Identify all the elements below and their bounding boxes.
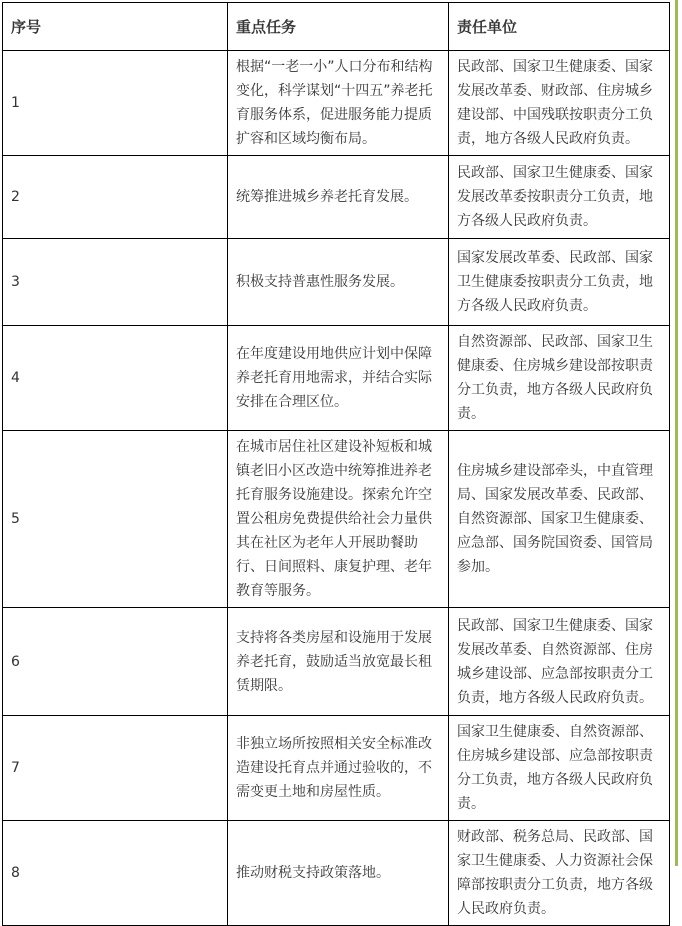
table-row (3, 51, 670, 156)
cell-task: 统筹推进城乡养老托育发展。 (228, 156, 449, 239)
cell-task: 根据“一老一小”人口分布和结构变化，科学谋划“十四五”养老托育服务体系，促进服务能力提质扩容和区域均衡布局。 (228, 51, 449, 156)
cell-no: 6 (3, 608, 228, 716)
col-header-no: 序号 (3, 3, 228, 51)
col-header-task: 重点任务 (228, 3, 449, 51)
cell-unit: 国家卫生健康委、自然资源部、住房城乡建设部、应急部按职责分工负责，地方各级人民政府负责。 (449, 716, 670, 821)
cell-no: 5 (3, 431, 228, 608)
cell-task: 在城市居住社区建设补短板和城镇老旧小区改造中统筹推进养老托育服务设施建设。探索允许空置公租房免费提供给社会力量供其在社区为老年人开展助餐助行、日间照料、康复护理、老年教育等服务。 (228, 431, 449, 608)
table-header-row (3, 3, 670, 51)
cell-no: 2 (3, 156, 228, 239)
cell-no: 3 (3, 239, 228, 326)
cell-unit: 民政部、国家卫生健康委、国家发展改革委按职责分工负责，地方各级人民政府负责。 (449, 156, 670, 239)
cell-unit: 民政部、国家卫生健康委、国家发展改革委、自然资源部、住房城乡建设部、应急部按职责分工负责，地方各级人民政府负责。 (449, 608, 670, 716)
cell-no: 1 (3, 51, 228, 156)
table-row (3, 716, 670, 821)
cell-task: 积极支持普惠性服务发展。 (228, 239, 449, 326)
cell-task: 在年度建设用地供应计划中保障养老托育用地需求，并结合实际安排在合理区位。 (228, 326, 449, 431)
cell-no: 7 (3, 716, 228, 821)
cell-unit: 住房城乡建设部牵头，中直管理局、国家发展改革委、民政部、自然资源部、国家卫生健康委、应急部、国务院国资委、国管局参加。 (449, 431, 670, 608)
col-header-unit: 责任单位 (449, 3, 670, 51)
document-page (2, 2, 670, 926)
cell-unit: 民政部、国家卫生健康委、国家发展改革委、财政部、住房城乡建设部、中国残联按职责分工负责，地方各级人民政府负责。 (449, 51, 670, 156)
table-row (3, 156, 670, 239)
table-row (3, 239, 670, 326)
key-tasks-table (2, 2, 670, 926)
cell-no: 4 (3, 326, 228, 431)
cell-task: 支持将各类房屋和设施用于发展养老托育，鼓励适当放宽最长租赁期限。 (228, 608, 449, 716)
cell-task: 推动财税支持政策落地。 (228, 821, 449, 926)
table-row (3, 608, 670, 716)
cell-no: 8 (3, 821, 228, 926)
cell-task: 非独立场所按照相关安全标准改造建设托育点并通过验收的，不需变更土地和房屋性质。 (228, 716, 449, 821)
table-row (3, 821, 670, 926)
table-row (3, 431, 670, 608)
cell-unit: 国家发展改革委、民政部、国家卫生健康委按职责分工负责，地方各级人民政府负责。 (449, 239, 670, 326)
table-row (3, 326, 670, 431)
cell-unit: 自然资源部、民政部、国家卫生健康委、住房城乡建设部按职责分工负责，地方各级人民政府负责。 (449, 326, 670, 431)
cell-unit: 财政部、税务总局、民政部、国家卫生健康委、人力资源社会保障部按职责分工负责，地方各级人民政府负责。 (449, 821, 670, 926)
page-accent-border (675, 0, 678, 866)
